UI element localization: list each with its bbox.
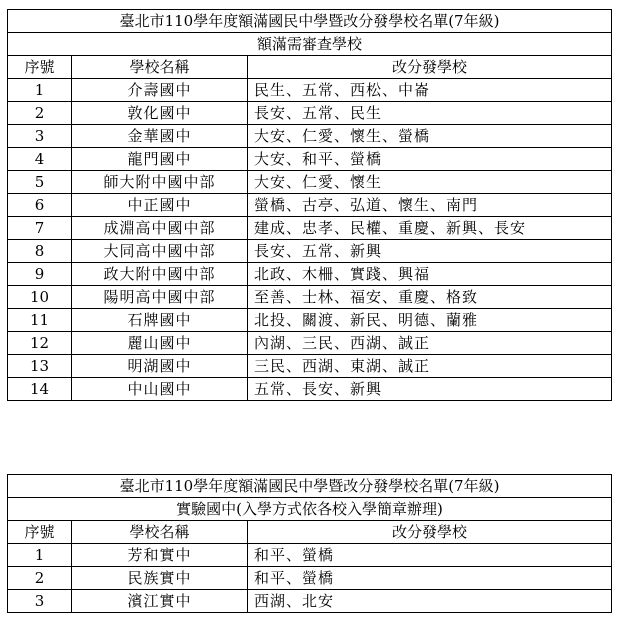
table-row bbox=[8, 309, 612, 332]
row-number: 3 bbox=[8, 125, 72, 148]
table-header-row bbox=[8, 56, 612, 79]
table-subtitle: 額滿需審查學校 bbox=[8, 33, 612, 56]
row-school-name: 龍門國中 bbox=[72, 148, 248, 171]
row-number: 4 bbox=[8, 148, 72, 171]
table-row bbox=[8, 567, 612, 590]
row-transfer-schools: 內湖、三民、西湖、誠正 bbox=[248, 332, 612, 355]
row-number: 6 bbox=[8, 194, 72, 217]
row-school-name: 麗山國中 bbox=[72, 332, 248, 355]
row-number: 3 bbox=[8, 590, 72, 613]
row-number: 12 bbox=[8, 332, 72, 355]
table-subtitle: 實驗國中(入學方式依各校入學簡章辦理) bbox=[8, 498, 612, 521]
row-transfer-schools: 西湖、北安 bbox=[248, 590, 612, 613]
row-transfer-schools: 長安、五常、新興 bbox=[248, 240, 612, 263]
row-school-name: 大同高中國中部 bbox=[72, 240, 248, 263]
row-school-name: 政大附中國中部 bbox=[72, 263, 248, 286]
row-transfer-schools: 大安、和平、螢橋 bbox=[248, 148, 612, 171]
row-number: 1 bbox=[8, 79, 72, 102]
row-transfer-schools: 大安、仁愛、懷生、螢橋 bbox=[248, 125, 612, 148]
row-number: 5 bbox=[8, 171, 72, 194]
row-school-name: 中正國中 bbox=[72, 194, 248, 217]
row-school-name: 師大附中國中部 bbox=[72, 171, 248, 194]
table-subtitle-row bbox=[8, 498, 612, 521]
row-school-name: 濱江實中 bbox=[72, 590, 248, 613]
table-row bbox=[8, 79, 612, 102]
table-title-row bbox=[8, 10, 612, 33]
row-number: 14 bbox=[8, 378, 72, 401]
row-transfer-schools: 至善、士林、福安、重慶、格致 bbox=[248, 286, 612, 309]
row-school-name: 芳和實中 bbox=[72, 544, 248, 567]
header-school-name: 學校名稱 bbox=[72, 56, 248, 79]
header-transfer-schools: 改分發學校 bbox=[248, 56, 612, 79]
row-school-name: 敦化國中 bbox=[72, 102, 248, 125]
row-number: 11 bbox=[8, 309, 72, 332]
row-transfer-schools: 三民、西湖、東湖、誠正 bbox=[248, 355, 612, 378]
table-title: 臺北市110學年度額滿國民中學暨改分發學校名單(7年級) bbox=[8, 10, 612, 33]
row-transfer-schools: 大安、仁愛、懷生 bbox=[248, 171, 612, 194]
header-school-name: 學校名稱 bbox=[72, 521, 248, 544]
row-school-name: 明湖國中 bbox=[72, 355, 248, 378]
row-number: 1 bbox=[8, 544, 72, 567]
row-school-name: 石牌國中 bbox=[72, 309, 248, 332]
row-number: 2 bbox=[8, 102, 72, 125]
row-school-name: 成淵高中國中部 bbox=[72, 217, 248, 240]
row-transfer-schools: 北政、木柵、實踐、興福 bbox=[248, 263, 612, 286]
row-transfer-schools: 北投、關渡、新民、明德、蘭雅 bbox=[248, 309, 612, 332]
row-transfer-schools: 建成、忠孝、民權、重慶、新興、長安 bbox=[248, 217, 612, 240]
row-school-name: 金華國中 bbox=[72, 125, 248, 148]
experimental-schools-table bbox=[7, 474, 612, 613]
row-transfer-schools: 和平、螢橋 bbox=[248, 544, 612, 567]
header-number: 序號 bbox=[8, 521, 72, 544]
table-row bbox=[8, 240, 612, 263]
table-row bbox=[8, 590, 612, 613]
table-title-row bbox=[8, 475, 612, 498]
row-school-name: 陽明高中國中部 bbox=[72, 286, 248, 309]
row-transfer-schools: 長安、五常、民生 bbox=[248, 102, 612, 125]
table-row bbox=[8, 125, 612, 148]
row-transfer-schools: 螢橋、古亭、弘道、懷生、南門 bbox=[248, 194, 612, 217]
table-row bbox=[8, 102, 612, 125]
row-number: 13 bbox=[8, 355, 72, 378]
row-number: 7 bbox=[8, 217, 72, 240]
table-row bbox=[8, 286, 612, 309]
header-number: 序號 bbox=[8, 56, 72, 79]
table-row bbox=[8, 332, 612, 355]
table-row bbox=[8, 217, 612, 240]
row-number: 2 bbox=[8, 567, 72, 590]
table-subtitle-row bbox=[8, 33, 612, 56]
row-transfer-schools: 和平、螢橋 bbox=[248, 567, 612, 590]
table-row bbox=[8, 355, 612, 378]
table-row bbox=[8, 148, 612, 171]
table-header-row bbox=[8, 521, 612, 544]
row-number: 10 bbox=[8, 286, 72, 309]
table-title: 臺北市110學年度額滿國民中學暨改分發學校名單(7年級) bbox=[8, 475, 612, 498]
row-number: 8 bbox=[8, 240, 72, 263]
table-row bbox=[8, 378, 612, 401]
row-transfer-schools: 民生、五常、西松、中崙 bbox=[248, 79, 612, 102]
row-school-name: 中山國中 bbox=[72, 378, 248, 401]
row-school-name: 民族實中 bbox=[72, 567, 248, 590]
row-school-name: 介壽國中 bbox=[72, 79, 248, 102]
header-transfer-schools: 改分發學校 bbox=[248, 521, 612, 544]
table-row bbox=[8, 194, 612, 217]
table-row bbox=[8, 263, 612, 286]
row-number: 9 bbox=[8, 263, 72, 286]
table-row bbox=[8, 544, 612, 567]
oversubscribed-schools-table bbox=[7, 9, 612, 401]
table-row bbox=[8, 171, 612, 194]
row-transfer-schools: 五常、長安、新興 bbox=[248, 378, 612, 401]
